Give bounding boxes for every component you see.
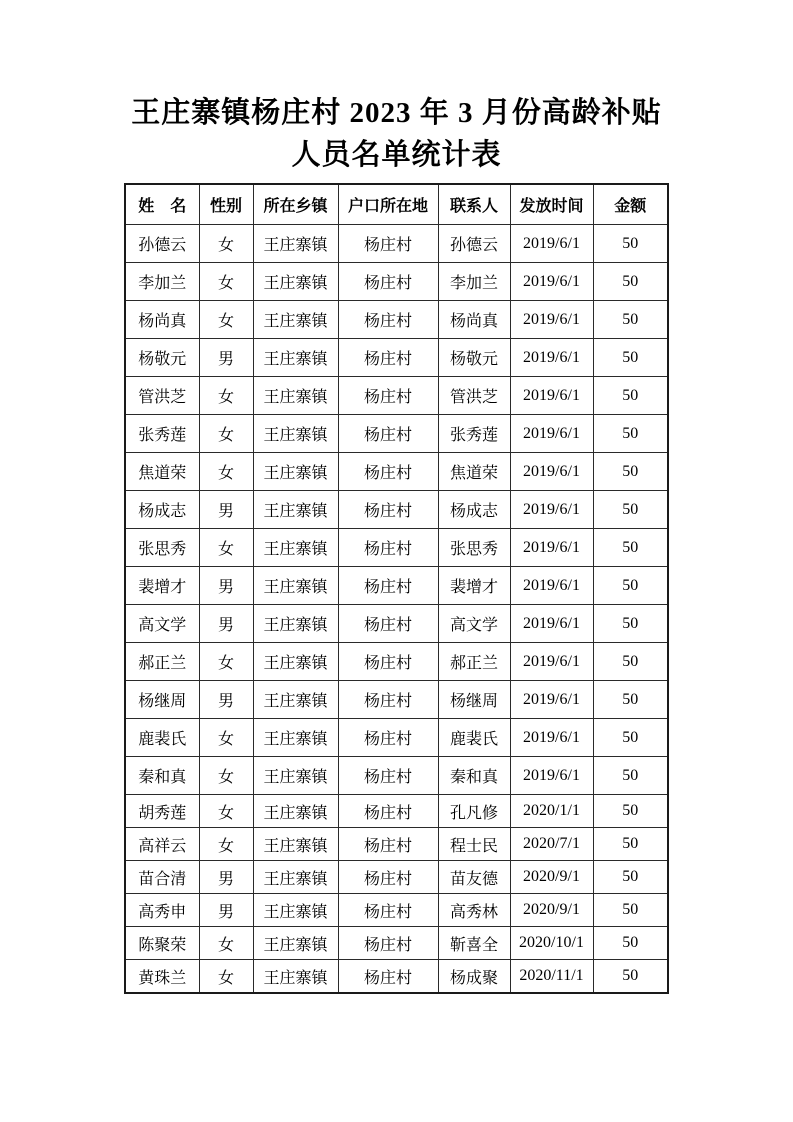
table-cell: 杨庄村 [338, 225, 438, 263]
table-cell: 王庄寨镇 [253, 828, 338, 861]
table-cell: 女 [199, 927, 253, 960]
table-cell: 高秀申 [125, 894, 199, 927]
table-cell: 50 [593, 795, 668, 828]
table-cell: 高文学 [125, 605, 199, 643]
table-cell: 男 [199, 339, 253, 377]
table-cell: 50 [593, 643, 668, 681]
table-cell: 王庄寨镇 [253, 377, 338, 415]
table-cell: 2020/11/1 [510, 960, 593, 994]
table-cell: 女 [199, 301, 253, 339]
table-cell: 王庄寨镇 [253, 681, 338, 719]
column-header: 发放时间 [510, 184, 593, 225]
table-cell: 王庄寨镇 [253, 861, 338, 894]
table-cell: 王庄寨镇 [253, 263, 338, 301]
table-cell: 杨庄村 [338, 377, 438, 415]
table-cell: 苗友德 [438, 861, 510, 894]
table-cell: 孙德云 [125, 225, 199, 263]
table-cell: 杨庄村 [338, 927, 438, 960]
table-row [125, 377, 668, 415]
table-cell: 张思秀 [125, 529, 199, 567]
table-cell: 杨庄村 [338, 529, 438, 567]
table-cell: 管洪芝 [438, 377, 510, 415]
table-cell: 杨庄村 [338, 263, 438, 301]
table-cell: 王庄寨镇 [253, 960, 338, 994]
table-cell: 50 [593, 415, 668, 453]
table-row [125, 491, 668, 529]
table-cell: 2019/6/1 [510, 263, 593, 301]
table-cell: 杨成志 [438, 491, 510, 529]
table-cell: 2019/6/1 [510, 415, 593, 453]
table-cell: 裴增才 [125, 567, 199, 605]
table-cell: 郝正兰 [438, 643, 510, 681]
page-title-line-2: 人员名单统计表 [291, 139, 502, 171]
table-row [125, 643, 668, 681]
table-cell: 杨庄村 [338, 681, 438, 719]
table-cell: 女 [199, 960, 253, 994]
table-cell: 高文学 [438, 605, 510, 643]
column-header: 姓 名 [125, 184, 199, 225]
table-cell: 女 [199, 643, 253, 681]
table-cell: 女 [199, 529, 253, 567]
table-cell: 高祥云 [125, 828, 199, 861]
table-cell: 2019/6/1 [510, 567, 593, 605]
table-cell: 郝正兰 [125, 643, 199, 681]
table-row [125, 301, 668, 339]
table-cell: 杨庄村 [338, 795, 438, 828]
table-cell: 王庄寨镇 [253, 795, 338, 828]
table-cell: 裴增才 [438, 567, 510, 605]
table-cell: 2019/6/1 [510, 757, 593, 795]
table-cell: 王庄寨镇 [253, 927, 338, 960]
table-cell: 50 [593, 757, 668, 795]
table-cell: 男 [199, 567, 253, 605]
table-cell: 50 [593, 453, 668, 491]
table-cell: 张秀莲 [438, 415, 510, 453]
table-cell: 程士民 [438, 828, 510, 861]
table-cell: 50 [593, 960, 668, 994]
table-cell: 王庄寨镇 [253, 605, 338, 643]
table-cell: 秦和真 [438, 757, 510, 795]
table-cell: 2020/1/1 [510, 795, 593, 828]
table-row [125, 605, 668, 643]
table-cell: 杨庄村 [338, 894, 438, 927]
table-cell: 王庄寨镇 [253, 643, 338, 681]
table-cell: 杨继周 [125, 681, 199, 719]
table-cell: 靳喜全 [438, 927, 510, 960]
table-cell: 王庄寨镇 [253, 225, 338, 263]
table-cell: 杨庄村 [338, 301, 438, 339]
table-row [125, 828, 668, 861]
table-header-row [125, 184, 668, 225]
table-cell: 王庄寨镇 [253, 894, 338, 927]
table-cell: 管洪芝 [125, 377, 199, 415]
column-header: 所在乡镇 [253, 184, 338, 225]
table-cell: 张思秀 [438, 529, 510, 567]
table-cell: 50 [593, 605, 668, 643]
table-cell: 50 [593, 681, 668, 719]
table-cell: 2019/6/1 [510, 529, 593, 567]
table-cell: 王庄寨镇 [253, 415, 338, 453]
table-cell: 女 [199, 415, 253, 453]
table-cell: 女 [199, 453, 253, 491]
table-cell: 秦和真 [125, 757, 199, 795]
table-cell: 杨庄村 [338, 567, 438, 605]
table-row [125, 960, 668, 994]
table-row [125, 453, 668, 491]
table-cell: 苗合清 [125, 861, 199, 894]
table-row [125, 415, 668, 453]
table-cell: 高秀林 [438, 894, 510, 927]
table-cell: 50 [593, 861, 668, 894]
table-cell: 2019/6/1 [510, 605, 593, 643]
table-cell: 杨庄村 [338, 491, 438, 529]
table-cell: 焦道荣 [438, 453, 510, 491]
table-cell: 李加兰 [438, 263, 510, 301]
table-row [125, 263, 668, 301]
table-cell: 男 [199, 894, 253, 927]
table-cell: 2019/6/1 [510, 719, 593, 757]
column-header: 联系人 [438, 184, 510, 225]
table-cell: 杨敬元 [438, 339, 510, 377]
table-cell: 50 [593, 301, 668, 339]
table-cell: 女 [199, 757, 253, 795]
table-cell: 杨庄村 [338, 861, 438, 894]
table-cell: 女 [199, 377, 253, 415]
table-cell: 杨庄村 [338, 828, 438, 861]
table-cell: 孔凡修 [438, 795, 510, 828]
table-cell: 焦道荣 [125, 453, 199, 491]
table-cell: 杨庄村 [338, 339, 438, 377]
table-cell: 女 [199, 828, 253, 861]
table-cell: 2020/9/1 [510, 861, 593, 894]
table-cell: 2020/9/1 [510, 894, 593, 927]
table-cell: 陈聚荣 [125, 927, 199, 960]
table-cell: 男 [199, 605, 253, 643]
table-cell: 杨敬元 [125, 339, 199, 377]
column-header: 性别 [199, 184, 253, 225]
table-cell: 女 [199, 795, 253, 828]
table-cell: 50 [593, 828, 668, 861]
column-header: 户口所在地 [338, 184, 438, 225]
table-row [125, 225, 668, 263]
table-cell: 杨成聚 [438, 960, 510, 994]
table-cell: 鹿裴氏 [438, 719, 510, 757]
table-cell: 50 [593, 567, 668, 605]
table-row [125, 681, 668, 719]
table-cell: 2019/6/1 [510, 225, 593, 263]
table-cell: 王庄寨镇 [253, 757, 338, 795]
table-cell: 2019/6/1 [510, 453, 593, 491]
table-cell: 女 [199, 263, 253, 301]
table-cell: 胡秀莲 [125, 795, 199, 828]
table-cell: 女 [199, 225, 253, 263]
table-cell: 50 [593, 225, 668, 263]
page-title-line-1: 王庄寨镇杨庄村 2023 年 3 月份高龄补贴 [131, 97, 662, 129]
table-cell: 2019/6/1 [510, 643, 593, 681]
table-cell: 王庄寨镇 [253, 491, 338, 529]
table-cell: 50 [593, 894, 668, 927]
table-cell: 50 [593, 927, 668, 960]
table-row [125, 529, 668, 567]
table-cell: 杨继周 [438, 681, 510, 719]
table-cell: 2019/6/1 [510, 377, 593, 415]
table-cell: 杨庄村 [338, 757, 438, 795]
table-cell: 杨庄村 [338, 605, 438, 643]
table-cell: 李加兰 [125, 263, 199, 301]
table-cell: 50 [593, 719, 668, 757]
table-row [125, 894, 668, 927]
table-cell: 2020/7/1 [510, 828, 593, 861]
table-cell: 杨尚真 [125, 301, 199, 339]
table-row [125, 927, 668, 960]
table-cell: 杨成志 [125, 491, 199, 529]
table-cell: 2019/6/1 [510, 339, 593, 377]
table-cell: 2020/10/1 [510, 927, 593, 960]
table-cell: 50 [593, 529, 668, 567]
table-body [125, 225, 668, 994]
table-cell: 张秀莲 [125, 415, 199, 453]
table-cell: 杨尚真 [438, 301, 510, 339]
table-cell: 50 [593, 377, 668, 415]
table-cell: 女 [199, 719, 253, 757]
table-cell: 男 [199, 491, 253, 529]
table-cell: 王庄寨镇 [253, 339, 338, 377]
table-cell: 杨庄村 [338, 719, 438, 757]
table-cell: 王庄寨镇 [253, 301, 338, 339]
table-cell: 鹿裴氏 [125, 719, 199, 757]
table-cell: 2019/6/1 [510, 301, 593, 339]
table-cell: 王庄寨镇 [253, 719, 338, 757]
table-cell: 男 [199, 681, 253, 719]
table-row [125, 861, 668, 894]
table-cell: 50 [593, 491, 668, 529]
table-cell: 黄珠兰 [125, 960, 199, 994]
table-cell: 王庄寨镇 [253, 453, 338, 491]
table-cell: 2019/6/1 [510, 491, 593, 529]
table-cell: 50 [593, 263, 668, 301]
table-row [125, 567, 668, 605]
column-header: 金额 [593, 184, 668, 225]
table-row [125, 757, 668, 795]
table-cell: 王庄寨镇 [253, 529, 338, 567]
table-row [125, 719, 668, 757]
table-row [125, 339, 668, 377]
table-cell: 杨庄村 [338, 643, 438, 681]
table-cell: 杨庄村 [338, 960, 438, 994]
table-cell: 2019/6/1 [510, 681, 593, 719]
table-cell: 孙德云 [438, 225, 510, 263]
table-cell: 男 [199, 861, 253, 894]
table-cell: 杨庄村 [338, 415, 438, 453]
table-row [125, 795, 668, 828]
subsidy-roster-table [124, 183, 669, 994]
table-cell: 王庄寨镇 [253, 567, 338, 605]
table-cell: 50 [593, 339, 668, 377]
table-cell: 杨庄村 [338, 453, 438, 491]
page-title [0, 92, 793, 176]
